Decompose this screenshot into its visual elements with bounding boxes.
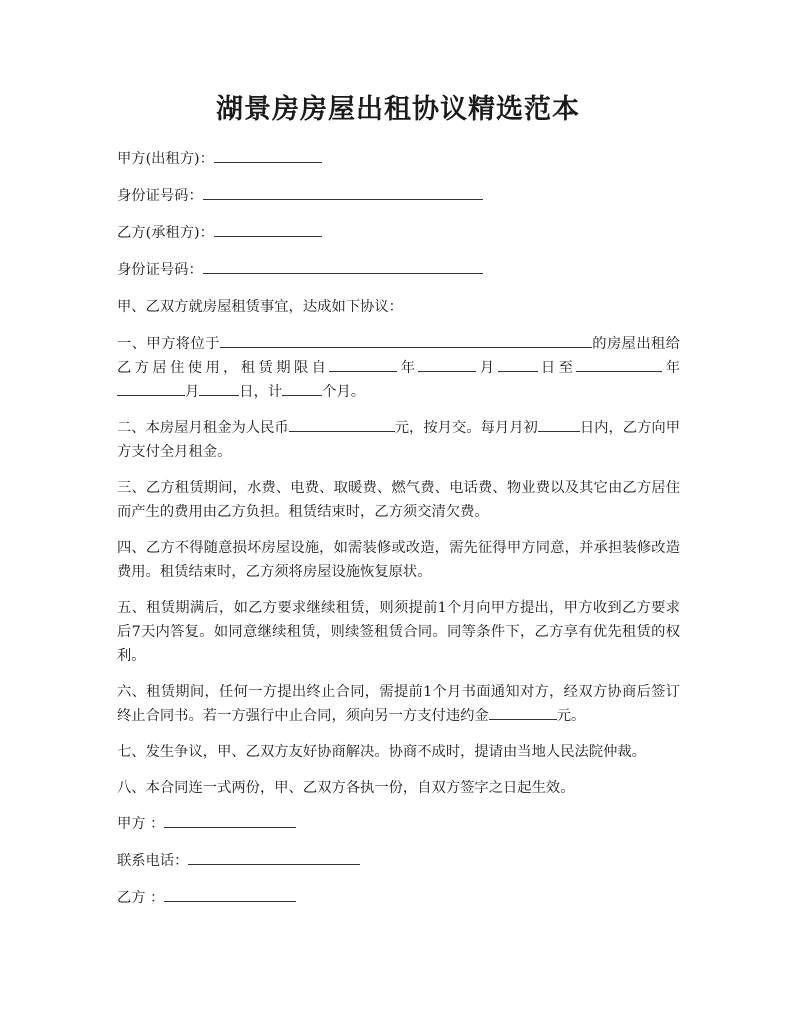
- clause-1-text: 年: [662, 360, 681, 376]
- party-a-blank[interactable]: [214, 148, 322, 163]
- party-b-blank[interactable]: [214, 222, 322, 237]
- signature-party-a-blank[interactable]: [164, 813, 296, 828]
- clause-1-text: 年: [397, 360, 419, 376]
- clause-8: 八、本合同连一式两份，甲、乙双方各执一份，自双方签字之日起生效。: [117, 780, 575, 796]
- clause-6-text: 六、租赁期间，任何一方提出终止合同，需提前1个月书面通知对方，经双方协商后签订终止合同书。若一方强行中止合同，须向另一方支付违约金: [117, 684, 680, 724]
- clause-1-text: 月: [476, 360, 498, 376]
- signature-party-a-line: [117, 812, 680, 836]
- clause-2: [117, 416, 680, 464]
- start-year-blank[interactable]: [329, 357, 397, 372]
- clause-1-text: 日至: [537, 360, 577, 376]
- intro-paragraph: 甲、乙双方就房屋租赁事宜，达成如下协议：: [117, 299, 403, 315]
- clause-1-text: 个月。: [322, 384, 366, 400]
- clause-2-text: 日内，乙方向甲方支付全月租金。: [117, 420, 681, 460]
- signature-phone-line: [117, 849, 680, 873]
- party-b-id-blank[interactable]: [203, 259, 483, 274]
- party-a-label: 甲方(出租方)：: [117, 151, 214, 167]
- clause-7: 七、发生争议，甲、乙双方友好协商解决。协商不成时，提请由当地人民法院仲裁。: [117, 744, 646, 760]
- signature-phone-blank[interactable]: [188, 850, 360, 865]
- clause-1-text: 月: [185, 384, 200, 400]
- party-a-id-line: [117, 184, 680, 208]
- party-b-id-label: 身份证号码：: [117, 262, 203, 278]
- document-body: [117, 147, 680, 923]
- party-a-line: [117, 147, 680, 171]
- signature-party-b-line: [117, 886, 680, 910]
- clause-3: 三、乙方租赁期间，水费、电费、取暖费、燃气费、电话费、物业费以及其它由乙方居住而产生的费用由乙方负担。租赁结束时，乙方须交清欠费。: [117, 480, 680, 520]
- clause-1-text: 日，计: [239, 384, 283, 400]
- monthly-rent-blank[interactable]: [289, 417, 395, 432]
- signature-party-b-blank[interactable]: [164, 887, 296, 902]
- document-title: 湖景房房屋出租协议精选范本: [216, 94, 580, 125]
- party-b-label: 乙方(承租方)：: [117, 225, 214, 241]
- clause-1: [117, 332, 680, 404]
- signature-party-a-label: 甲方 ：: [117, 816, 165, 832]
- clause-1-text: 的房屋出租给乙方居住使用，租赁期限自: [117, 336, 681, 376]
- clause-4: 四、乙方不得随意损坏房屋设施，如需装修或改造，需先征得甲方同意，并承担装修改造费用。租赁结束时，乙方须将房屋设施恢复原状。: [117, 540, 680, 580]
- clause-1-text: 一、甲方将位于: [117, 336, 220, 352]
- party-a-id-blank[interactable]: [203, 185, 483, 200]
- lease-months-blank[interactable]: [282, 381, 322, 396]
- end-day-blank[interactable]: [199, 381, 239, 396]
- party-b-line: [117, 221, 680, 245]
- clause-6: [117, 680, 680, 728]
- party-a-id-label: 身份证号码：: [117, 188, 203, 204]
- start-day-blank[interactable]: [498, 357, 538, 372]
- party-b-id-line: [117, 258, 680, 282]
- signature-phone-label: 联系电话：: [117, 853, 189, 869]
- clause-6-text: 元。: [556, 708, 586, 724]
- clause-2-text: 元，按月交。每月月初: [394, 420, 538, 436]
- clause-2-text: 二、本房屋月租金为人民币: [117, 420, 289, 436]
- end-month-blank[interactable]: [117, 381, 185, 396]
- property-address-blank[interactable]: [220, 333, 592, 348]
- penalty-amount-blank[interactable]: [489, 705, 557, 720]
- payment-day-blank[interactable]: [538, 417, 580, 432]
- start-month-blank[interactable]: [418, 357, 476, 372]
- end-year-blank[interactable]: [576, 357, 662, 372]
- clause-5: 五、租赁期满后，如乙方要求继续租赁，则须提前1个月向甲方提出，甲方收到乙方要求后7天内答复。如同意继续租赁，则续签租赁合同。同等条件下，乙方享有优先租赁的权利。: [117, 600, 680, 664]
- signature-party-b-label: 乙方 ：: [117, 890, 165, 906]
